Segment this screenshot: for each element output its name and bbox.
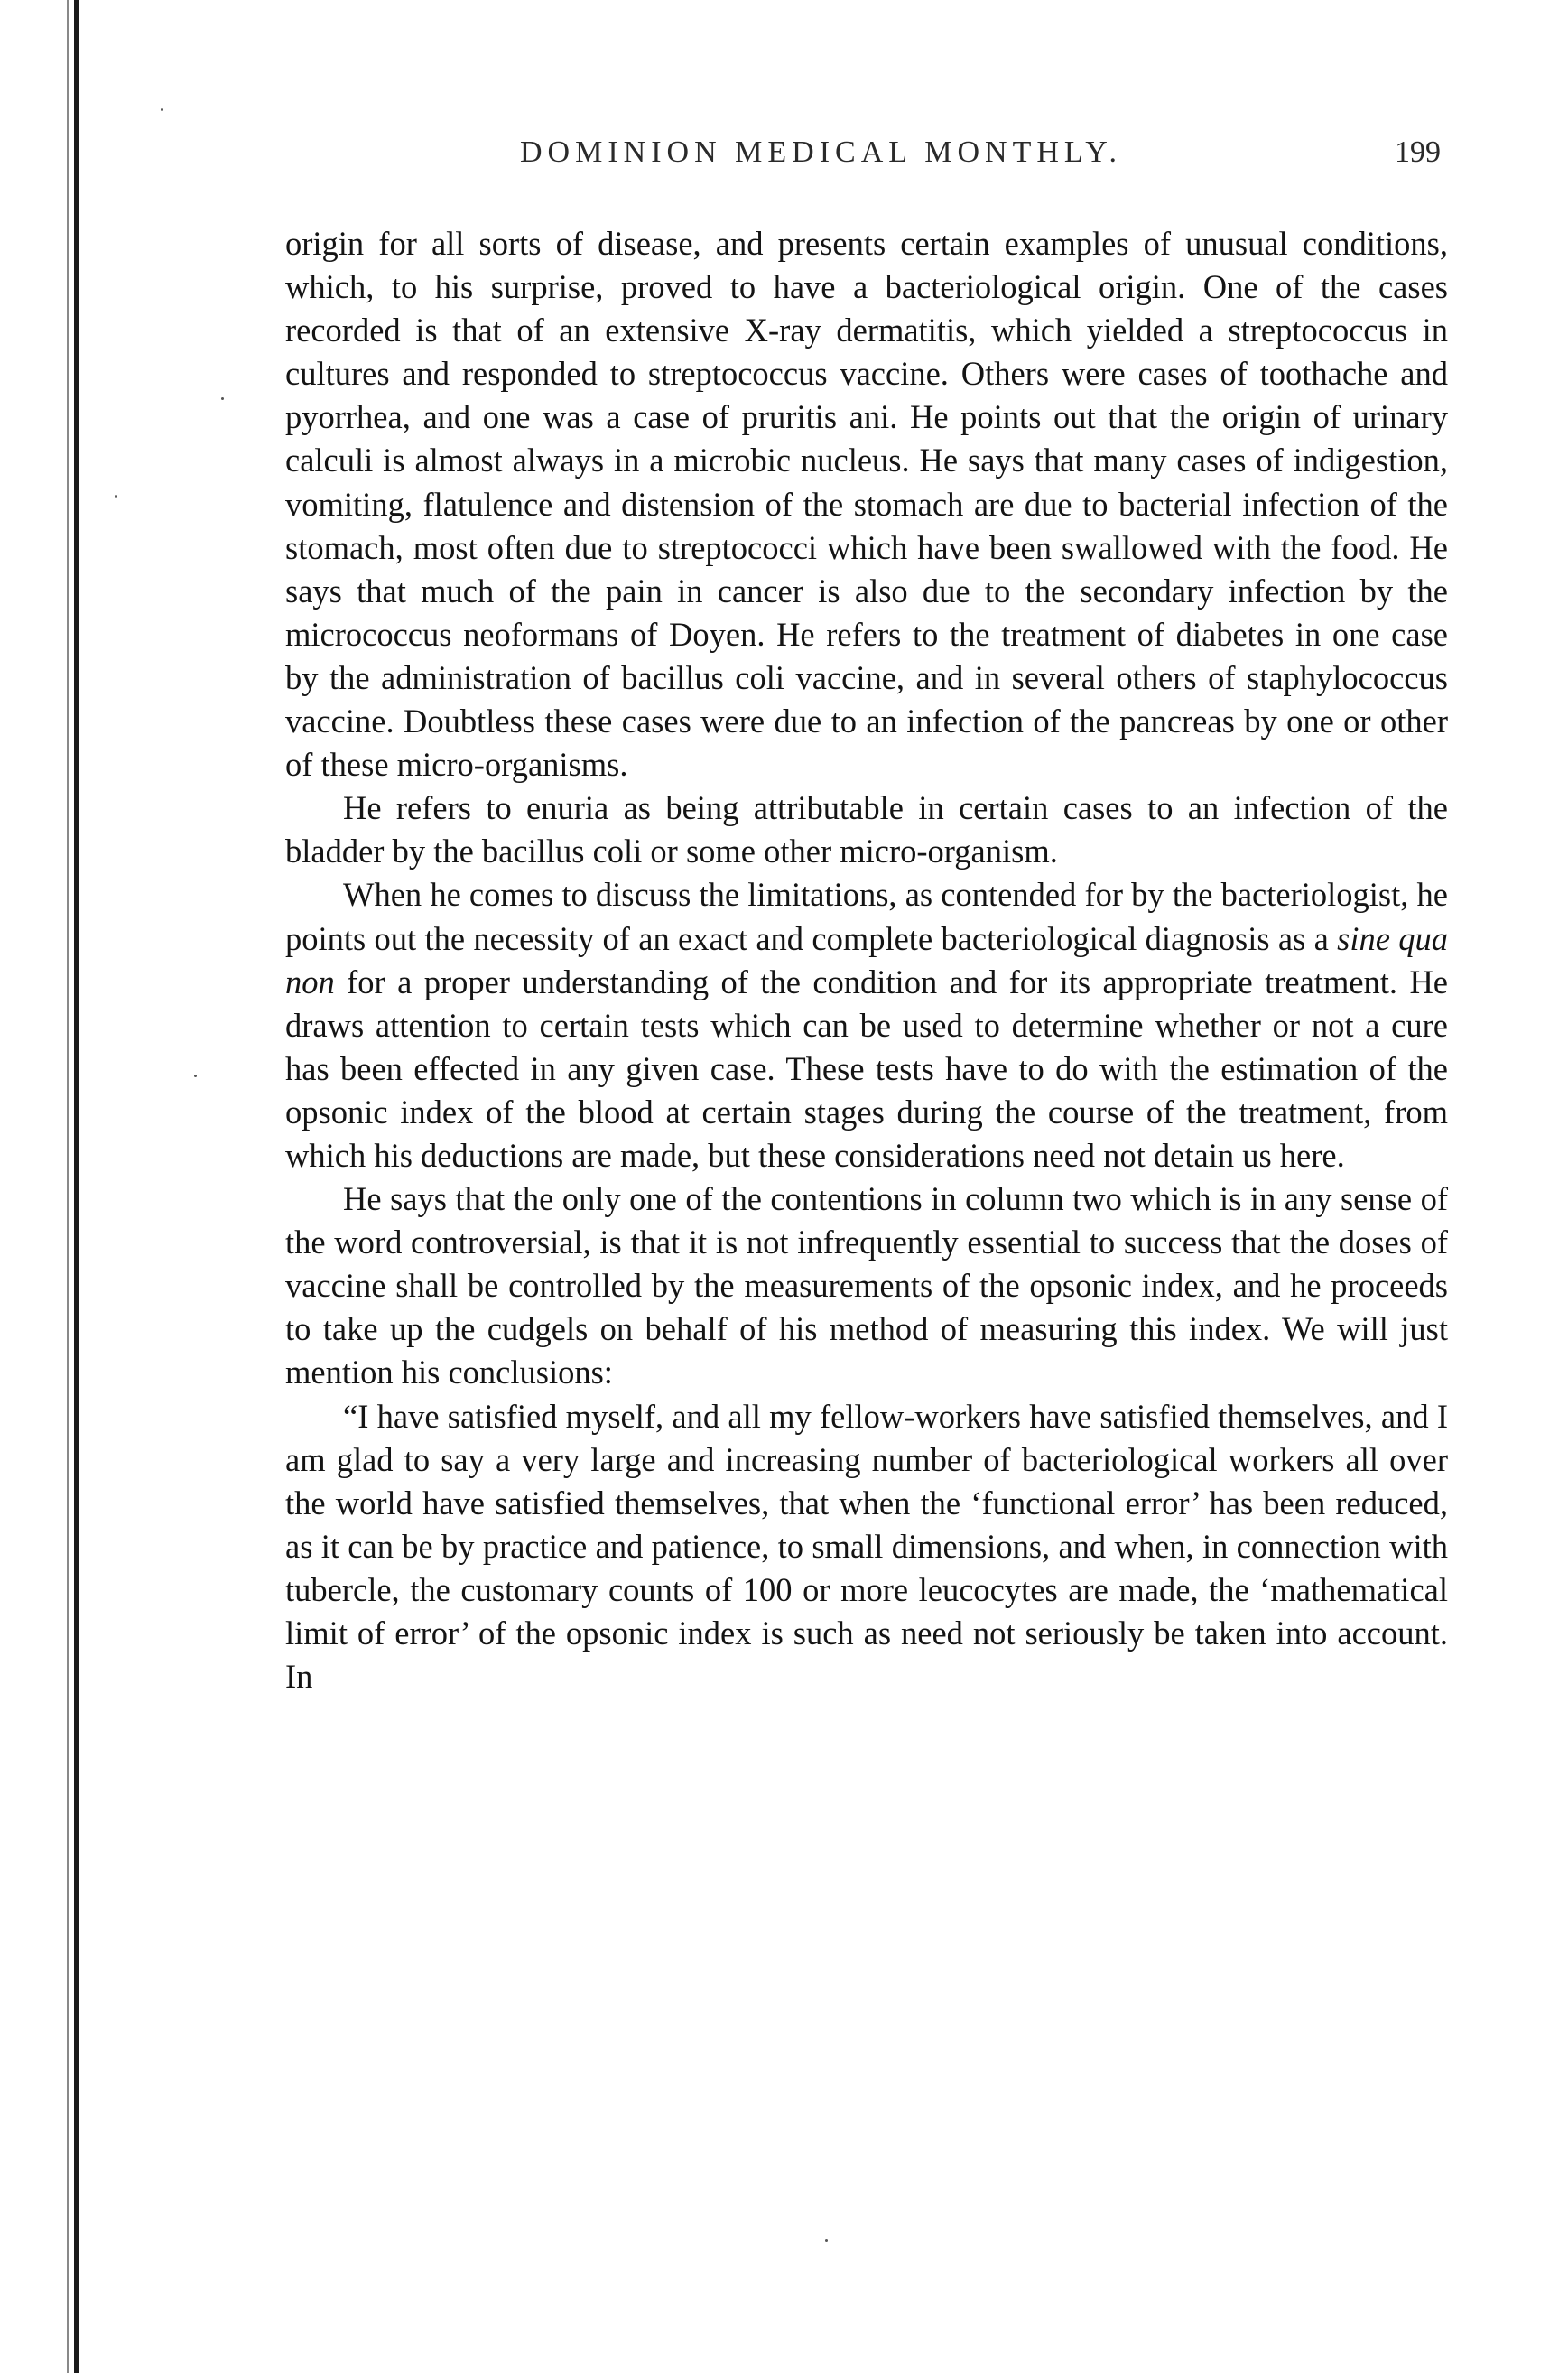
running-head — [285, 135, 1441, 179]
paragraph-continued: origin for all sorts of disease, and presents certain examples of unusual conditions, which, to his surprise, proved to have a bacteriological origin. One of the cases recorded is that of an extensive X-ray dermatitis, which yielded a streptococcus in cultures and responded to streptococcus vaccine. Others were cases of toothache and pyorrhea, and one was a case of pruritis ani. He points out that the origin of urinary calculi is almost always in a microbic nucleus. He says that many cases of indigestion, vomiting, flatulence and distension of the stomach are due to bacterial infection of the stomach, most often due to streptococci which have been swallowed with the food. He says that much of the pain in cancer is also due to the secondary infection by the micrococcus neoformans of Doyen. He refers to the treatment of diabetes in one case by the administration of bacillus coli vaccine, and in several others of staphylococcus vaccine. Doubtless these cases were due to an infection of the pancreas by one or other of these micro-organisms. — [285, 225, 1448, 784]
print-speck — [194, 1075, 197, 1077]
paragraph-quotation: “I have satisfied myself, and all my fellow-workers have satisfied themselves, and I am glad to say a very large and increasing number of bacteriological workers all over the world have satisfied themselves, that when the ‘functional error’ has been reduced, as it can be by practice and patience, to small dimensions, and when, in connection with tubercle, the customary counts of 100 or more leucocytes are made, the ‘mathematical limit of error’ of the opsonic index is such as need not seriously be taken into account. In — [285, 1397, 1448, 1696]
paragraph-controversy: He says that the only one of the contentions in column two which is in any sense of the word controversial, is that it is not infrequently essential to success that the doses of vaccine shall be controlled by the measurements of the opsonic index, and he proceeds to take up the cudgels on behalf of his method of measuring this index. We will just mention his conclusions: — [285, 1180, 1448, 1391]
article-body — [285, 222, 1448, 1698]
print-speck — [115, 495, 117, 498]
page-number: 199 — [1395, 135, 1441, 169]
latin-phrase: sine qua non — [285, 919, 1448, 1000]
print-speck — [825, 2239, 828, 2242]
binding-line — [74, 0, 79, 2373]
binding-shadow-line — [67, 0, 69, 2373]
print-speck — [221, 397, 224, 400]
paragraph-limitations-text-a: When he comes to discuss the limitations, as contended for by the bacteriologist, he points out the necessity of an exact and complete bacteriological diagnosis as a — [285, 876, 1448, 957]
page-binding-edge — [0, 0, 81, 2373]
journal-title: DOMINION MEDICAL MONTHLY. — [520, 135, 1122, 169]
print-speck — [161, 108, 163, 111]
paragraph-enuria: He refers to enuria as being attributable in certain cases to an infection of the bladder by the bacillus coli or some other micro-organism. — [285, 789, 1448, 870]
paragraph-limitations-text-b: for a proper understanding of the condition and for its appropriate treatment. He draws attention to certain tests which can be used to determine whether or not a cure has been effected in any given case. These tests have to do with the estimation of the opsonic index of the blood at certain stages during the course of the treatment, from which his deductions are made, but these considerations need not detain us here. — [285, 963, 1448, 1174]
paragraph-limitations — [285, 873, 1448, 1177]
